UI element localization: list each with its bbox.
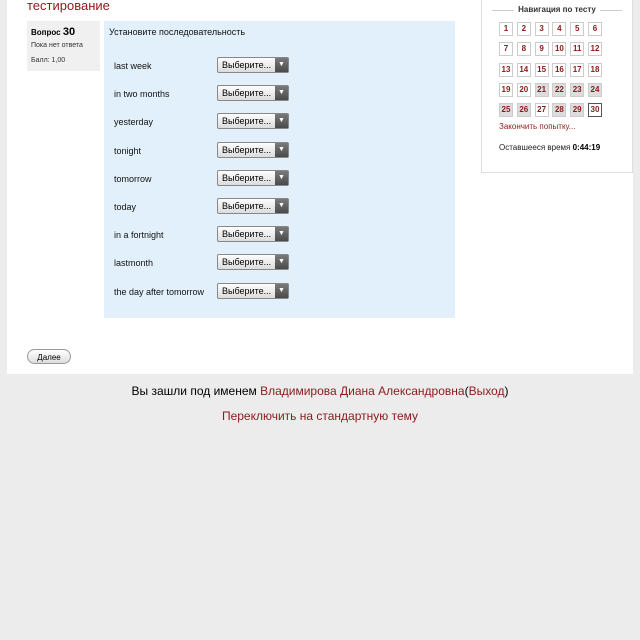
match-select[interactable] [217,57,289,73]
select-value: Выберите... [222,172,272,183]
chevron-down-icon: ▼ [275,199,288,213]
timer-value: 0:44:19 [572,143,601,152]
nav-question-12[interactable]: 12 [588,42,602,56]
select-value: Выберите... [222,229,272,240]
nav-question-4[interactable]: 4 [552,22,566,36]
question-content [104,21,455,318]
nav-question-19[interactable]: 19 [499,83,513,97]
match-row [104,141,455,161]
match-select[interactable] [217,226,289,242]
match-row [104,169,455,189]
match-select[interactable] [217,170,289,186]
match-item-label: tomorrow [114,173,152,184]
match-item-label: last week [114,61,152,71]
timer-label: Оставшееся время [499,143,571,152]
match-item-label: tonight [114,145,142,156]
nav-question-15[interactable]: 15 [535,63,549,77]
match-row [104,197,455,217]
chevron-down-icon: ▼ [275,143,288,157]
nav-title-line-right [600,10,622,11]
quiz-navigation [481,0,633,173]
question-info [27,21,100,71]
chevron-down-icon: ▼ [275,284,288,298]
select-value: Выберите... [222,144,272,155]
match-item-label: today [114,202,137,212]
question-mark: Балл: 1,00 [31,57,66,64]
chevron-down-icon: ▼ [275,58,288,72]
switch-theme-link[interactable]: Переключить на стандартную тему [221,409,419,423]
match-item-label: in a fortnight [114,230,164,241]
nav-question-1[interactable]: 1 [499,22,513,36]
match-select[interactable] [217,254,289,270]
nav-question-22[interactable]: 22 [552,83,566,97]
select-value: Выберите... [222,60,272,70]
close-paren: ) [504,384,509,398]
question-number [31,26,75,38]
match-item-label: in two months [114,89,170,100]
nav-question-6[interactable]: 6 [588,22,602,36]
nav-question-8[interactable]: 8 [517,42,531,56]
match-row [104,56,455,76]
chevron-down-icon: ▼ [275,255,288,269]
match-row [104,282,455,302]
finish-attempt-link[interactable]: Закончить попытку... [499,122,576,131]
chevron-down-icon: ▼ [275,114,288,128]
nav-question-18[interactable]: 18 [588,63,602,77]
nav-question-23[interactable]: 23 [570,83,584,97]
login-info [0,384,640,398]
nav-question-26[interactable]: 26 [517,103,531,117]
open-paren: ( [464,384,469,398]
question-status: Пока нет ответа [31,42,83,49]
match-select[interactable] [217,85,289,101]
question-prompt: Установите последовательность [109,27,246,37]
question-number-value: 30 [62,26,76,38]
nav-question-3[interactable]: 3 [535,22,549,36]
nav-question-11[interactable]: 11 [570,42,584,56]
nav-question-24[interactable]: 24 [588,83,602,97]
nav-question-25[interactable]: 25 [499,103,513,117]
nav-question-13[interactable]: 13 [499,63,513,77]
nav-question-9[interactable]: 9 [535,42,549,56]
select-value: Выберите... [222,116,272,127]
nav-question-5[interactable]: 5 [570,22,584,36]
match-item-label: lastmonth [114,258,154,269]
nav-question-20[interactable]: 20 [517,83,531,97]
match-select[interactable] [217,142,289,158]
match-row [104,84,455,104]
timer [499,143,600,152]
nav-question-17[interactable]: 17 [570,63,584,77]
next-button[interactable]: Далее [27,349,71,364]
user-name-link[interactable]: Владимирова Диана Александровна [260,384,465,398]
nav-question-16[interactable]: 16 [552,63,566,77]
nav-question-27[interactable]: 27 [535,103,549,117]
nav-question-10[interactable]: 10 [552,42,566,56]
chevron-down-icon: ▼ [275,171,288,185]
question-label: Вопрос [31,28,61,37]
match-row [104,253,455,273]
match-item-label: yesterday [114,117,154,128]
match-row [104,225,455,245]
nav-question-21[interactable]: 21 [535,83,549,97]
login-text: Вы зашли под именем [131,384,257,398]
match-select[interactable] [217,198,289,214]
select-value: Выберите... [222,201,272,211]
select-value: Выберите... [222,285,272,296]
match-select[interactable] [217,113,289,129]
select-value: Выберите... [222,257,272,268]
match-select[interactable] [217,283,289,299]
chevron-down-icon: ▼ [275,86,288,100]
select-value: Выберите... [222,88,272,99]
nav-question-29[interactable]: 29 [570,103,584,117]
logout-link[interactable]: Выход [468,384,505,398]
nav-question-28[interactable]: 28 [552,103,566,117]
chevron-down-icon: ▼ [275,227,288,241]
page-title: тестирование [27,0,110,13]
nav-question-2[interactable]: 2 [517,22,531,36]
nav-question-7[interactable]: 7 [499,42,513,56]
nav-question-30[interactable]: 30 [588,103,602,117]
nav-title: Навигация по тесту [518,5,596,14]
match-row [104,112,455,132]
match-item-label: the day after tomorrow [114,286,205,297]
nav-question-14[interactable]: 14 [517,63,531,77]
